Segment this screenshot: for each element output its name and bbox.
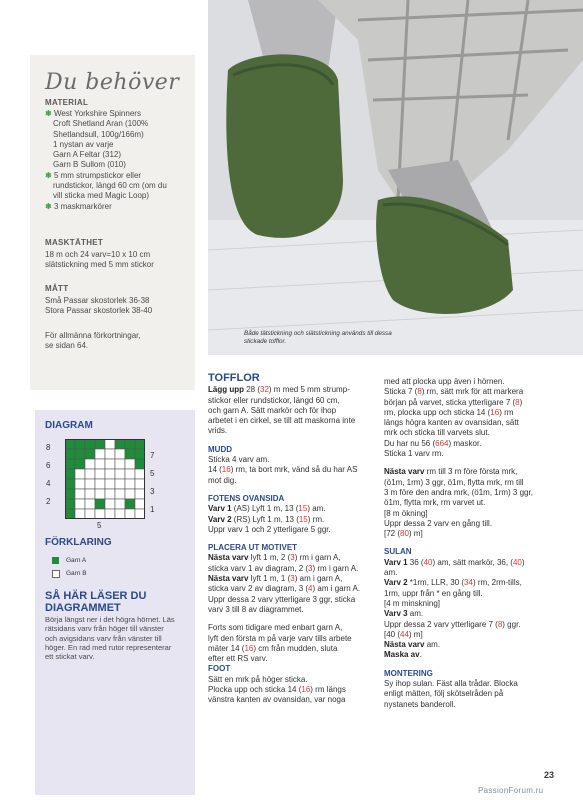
knitting-chart xyxy=(65,439,145,524)
garn-b-label: Garn B xyxy=(66,570,87,577)
chart-cell xyxy=(135,469,145,479)
tension-text: 18 m och 24 varv=10 x 10 cm slätstickning med 5 mm stickor xyxy=(45,250,154,270)
chart-cell xyxy=(65,439,75,449)
chart-row-label: 5 xyxy=(150,469,155,478)
chart-cell xyxy=(65,489,75,499)
chart-cell xyxy=(85,439,95,449)
chart-cell xyxy=(95,479,105,489)
chart-cell xyxy=(135,459,145,469)
tension-heading: MASKTÄTHET xyxy=(45,238,104,247)
chart-cell xyxy=(65,469,75,479)
chart-cell xyxy=(95,499,105,509)
chart-cell xyxy=(85,459,95,469)
size-heading: MÅTT xyxy=(45,284,69,293)
chart-row-label: 8 xyxy=(46,443,51,452)
chart-cell xyxy=(125,479,135,489)
chart-cell xyxy=(105,509,115,519)
material-line: 1 nystan av varje xyxy=(53,139,114,149)
chart-cell xyxy=(65,449,75,459)
chart-row-label: 6 xyxy=(46,461,51,470)
chart-cell xyxy=(95,459,105,469)
du-behover-title: Du behöver xyxy=(45,70,180,95)
chart-cell xyxy=(75,469,85,479)
chart-cell xyxy=(85,509,95,519)
diagram-heading: DIAGRAM xyxy=(45,420,93,431)
material-line: ❄ West Yorkshire Spinners xyxy=(45,109,141,118)
read-instructions: Börja längst ner i det högra hörnet. Läs rätsidans varv från höger till vänster och avigsidans varv från vänster till höger. En rad med rutor representerar ett stickat varv. xyxy=(45,615,175,662)
chart-cell xyxy=(125,489,135,499)
chart-cell xyxy=(95,469,105,479)
chart-cell xyxy=(75,499,85,509)
page-number: 23 xyxy=(544,770,555,780)
chart-row-label: 7 xyxy=(150,451,155,460)
material-line: vill sticka med Magic Loop) xyxy=(53,191,150,201)
photo-caption: Både tätstickning och slätstickning används till dessa stickade tofflor. xyxy=(244,330,392,346)
chart-cell xyxy=(75,449,85,459)
material-list xyxy=(45,109,195,212)
chart-cell xyxy=(105,439,115,449)
chart-cell xyxy=(95,439,105,449)
read-heading: SÅ HÄR LÄSER DU DIAGRAMMET xyxy=(45,590,147,614)
chart-cell xyxy=(135,479,145,489)
chart-cell xyxy=(65,499,75,509)
chart-cell xyxy=(125,509,135,519)
material-line: Shetlandsull, 100g/166m) xyxy=(53,129,144,139)
bullet-icon: ❄ xyxy=(45,170,52,180)
garn-a-label: Garn A xyxy=(66,557,87,564)
chart-cell xyxy=(135,499,145,509)
chart-cell xyxy=(115,449,125,459)
material-line: Garn A Feltar (312) xyxy=(53,150,122,160)
chart-cell xyxy=(115,479,125,489)
chart-cell xyxy=(135,489,145,499)
chart-cell xyxy=(115,509,125,519)
chart-cell xyxy=(135,509,145,519)
chart-cell xyxy=(135,449,145,459)
chart-cell xyxy=(125,499,135,509)
chart-cell xyxy=(135,439,145,449)
chart-cell xyxy=(75,489,85,499)
material-line: ❄ 3 maskmarkörer xyxy=(45,201,112,211)
chart-cell xyxy=(85,469,95,479)
slippers-photo xyxy=(208,0,583,355)
chart-row-label: 1 xyxy=(150,505,155,514)
chart-cell xyxy=(125,459,135,469)
chart-cell xyxy=(105,459,115,469)
chart-grid xyxy=(65,439,145,519)
chart-cell xyxy=(85,499,95,509)
chart-cell xyxy=(85,489,95,499)
chart-cell xyxy=(85,449,95,459)
chart-cell xyxy=(125,439,135,449)
garn-a-swatch xyxy=(52,557,59,564)
chart-cell xyxy=(105,499,115,509)
chart-cell xyxy=(65,479,75,489)
chart-cell xyxy=(115,499,125,509)
chart-row-label: 4 xyxy=(46,479,51,488)
chart-cell xyxy=(125,449,135,459)
chart-cell xyxy=(115,469,125,479)
chart-column-label: 5 xyxy=(97,521,102,530)
key-heading: FÖRKLARING xyxy=(45,537,112,548)
chart-cell xyxy=(75,459,85,469)
chart-cell xyxy=(105,469,115,479)
chart-cell xyxy=(75,479,85,489)
bullet-icon: ❄ xyxy=(45,109,52,118)
material-line: ❄ 5 mm strumpstickor eller xyxy=(45,170,142,180)
size-text: Små Passar skostorlek 36-38 Stora Passar skostorlek 38-40 xyxy=(45,296,153,316)
garn-b-swatch xyxy=(52,570,60,578)
chart-row-label: 2 xyxy=(46,497,51,506)
instructions-column-1: TOFFLOR Lägg upp 28 (32) m med 5 mm strump- stickor eller rundstickor, längd 60 cm, och garn A. Sätt markör och för ihop arbetet i en cirkel, se till att maskorna inte vrids. MUDD Sticka 4 varv am. 14 (16) rm, ta bort mrk, vänd så du har AS mot dig. FOTENS OVANSIDA Varv 1 (AS) Lyft 1 m, 13 (15) am. Varv 2 (RS) Lyft 1 m, 13 (15) rm. Uppr varv 1 och 2 ytterligare 5 ggr. PLACERA UT MOTIVET Nästa varv lyft 1 m, 2 (3) rm i garn A, sticka varv 1 av diagram, 2 (3) rm i garn A. Nästa varv lyft 1 m, 1 (3) am i garn A, sticka varv 2 av diagram, 3 (4) am i garn A. Uppr dessa 2 varv ytterligare 3 ggr, sticka varv 3 till 8 av diagrammet. Forts som tidigare med enbart garn A, lyft den första m på varje varv tills arbete mäter 14 (16) cm från mudden, sluta efter ett RS varv. FOOT Sätt en mrk på höger sticka. Plocka upp och sticka 14 (16) rm längs vänstra kanten av ovansidan, var noga xyxy=(208,372,361,705)
instructions-column-2: med att plocka upp även i hörnen. Sticka 7 (8) rm, sätt mrk för att markera början på varvet, sticka ytterligare 7 (8) rm, plocka upp och sticka 14 (16) rm längs högra kanten av ovansidan, sätt mrk och sticka till varvets slut. Du har nu 56 (664) maskor. Sticka 1 varv rm. Nästa varv rm till 3 m före första mrk, (ö1m, 1rm) 3 ggr, ö1m, flytta mrk, rm till 3 m före den andra mrk, (ö1m, 1rm) 3 ggr, ö1m, flytta mrk, rm varvet ut. [8 m ökning] Uppr dessa 2 varv en gång till. [72 (80) m] SULAN Varv 1 36 (40) am, sätt markör, 36, (40) am. Varv 2 *1rm, LLR, 30 (34) rm, 2rm-tills, 1rm, uppr från * en gång till. [4 m minskning] Varv 3 am. Uppr dessa 2 varv ytterligare 7 (8) ggr. [40 (44) m] Nästa varv am. Maska av. MONTERING Sy ihop sulan. Fäst alla trådar. Blocka enligt mätten, följ skötselråden på nystanets banderoll. xyxy=(384,377,533,709)
chart-cell xyxy=(115,439,125,449)
watermark: PassionForum.ru xyxy=(478,786,544,795)
chart-cell xyxy=(85,479,95,489)
chart-cell xyxy=(95,489,105,499)
abbreviation-note: För allmänna förkortningar, se sidan 64. xyxy=(45,331,141,351)
material-line: Croft Shetland Aran (100% xyxy=(53,119,149,129)
chart-cell xyxy=(105,449,115,459)
chart-cell xyxy=(75,439,85,449)
chart-cell xyxy=(125,469,135,479)
chart-cell xyxy=(65,509,75,519)
chart-row-label: 3 xyxy=(150,487,155,496)
bullet-icon: ❄ xyxy=(45,201,52,211)
chart-cell xyxy=(115,489,125,499)
chart-cell xyxy=(105,479,115,489)
material-line: rundstickor, längd 60 cm (om du xyxy=(53,181,167,191)
chart-cell xyxy=(115,459,125,469)
chart-cell xyxy=(65,459,75,469)
material-line: Garn B Sullom (010) xyxy=(53,160,126,170)
chart-cell xyxy=(75,509,85,519)
chart-cell xyxy=(95,509,105,519)
chart-cell xyxy=(95,449,105,459)
chart-cell xyxy=(105,489,115,499)
material-heading: MATERIAL xyxy=(45,98,89,107)
